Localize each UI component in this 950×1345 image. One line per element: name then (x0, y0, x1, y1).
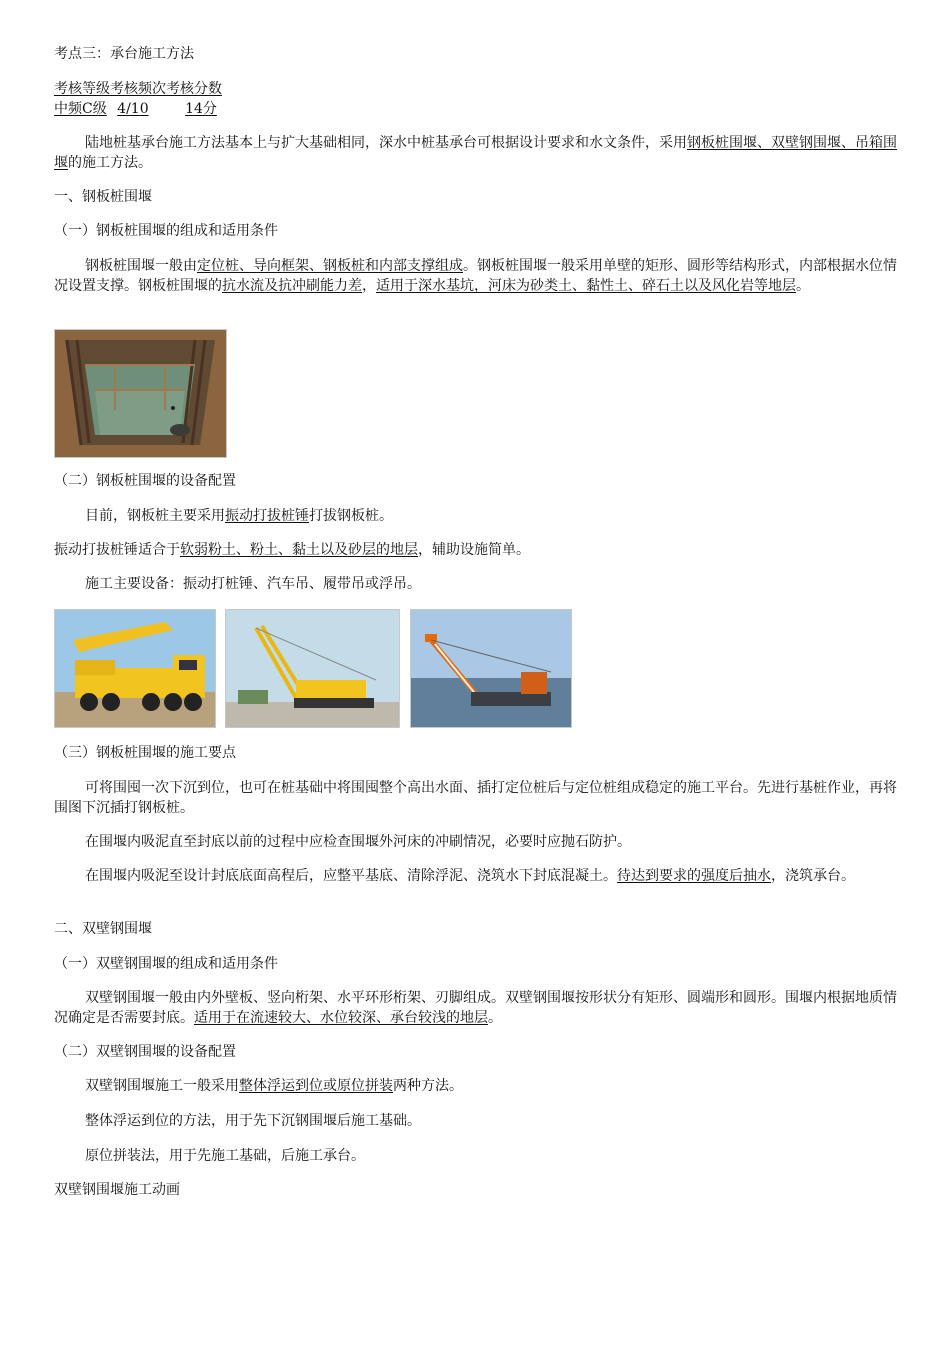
page-title: 考点三：承台施工方法 (54, 46, 194, 62)
section1-sub3-p2: 在围堰内吸泥直至封底以前的过程中应检查围堰外河床的冲刷情况，必要时应抛石防护。 (85, 834, 631, 850)
section1-sub1-paragraph: 钢板桩围堰一般由定位桩、导向框架、钢板桩和内部支撑组成。钢板桩围堰一般采用单壁的矩形、圆形等结构形式，内部根据水位情况设置支撑。钢板桩围堰的抗水流及抗冲刷能力差，适用于深水基坑，河床为砂类土、黏性土、碎石土以及风化岩等地层。 (54, 258, 897, 294)
section2-sub2-heading: （二）双壁钢围堰的设备配置 (54, 1044, 236, 1060)
exam-frequency: 4/10 (117, 101, 149, 117)
section1-sub2-p2: 振动打拔桩锤适合于软弱粉土、粉土、黏土以及砂层的地层，辅助设施简单。 (54, 542, 530, 558)
section1-sub3-p3: 在围堰内吸泥至设计封底底面高程后，应整平基底、清除浮泥、浇筑水下封底混凝土。待达到要求的强度后抽水，浇筑承台。 (85, 868, 855, 884)
section2-sub2-p2: 整体浮运到位的方法，用于先下沉钢围堰后施工基础。 (85, 1113, 421, 1129)
section1-sub3-p1: 可将围囤一次下沉到位，也可在桩基础中将围囤整个高出水面、插打定位桩后与定位桩组成稳定的施工平台。先进行基桩作业，再将围图下沉插打钢板桩。 (54, 780, 897, 816)
sheet-pile-cofferdam-photo (54, 329, 227, 458)
truck-crane-photo (54, 609, 216, 728)
floating-crane-photo (410, 609, 572, 728)
section1-sub3-heading: （三）钢板桩围堰的施工要点 (54, 745, 236, 761)
exam-table-header: 考核等级考核频次考核分数 (54, 81, 222, 97)
section2-sub1-heading: （一）双壁钢围堰的组成和适用条件 (54, 956, 278, 972)
section2-sub1-paragraph: 双壁钢围堰一般由内外壁板、竖向桁架、水平环形桁架、刃脚组成。双壁钢围堰按形状分有矩形、圆端形和圆形。围堰内根据地质情况确定是否需要封底。适用于在流速较大、水位较深、承台较浅的地层。 (54, 990, 897, 1026)
section2-sub2-p3: 原位拼装法，用于先施工基础，后施工承台。 (85, 1148, 365, 1164)
section1-sub2-heading: （二）钢板桩围堰的设备配置 (54, 473, 236, 489)
section1-sub1-heading: （一）钢板桩围堰的组成和适用条件 (54, 223, 278, 239)
section1-sub2-p3: 施工主要设备：振动打桩锤、汽车吊、履带吊或浮吊。 (85, 576, 421, 592)
crawler-crane-photo (225, 609, 400, 728)
animation-label: 双壁钢围堰施工动画 (54, 1182, 180, 1198)
exam-level: 中频C级 (54, 101, 107, 117)
section2-sub2-p1: 双壁钢围堰施工一般采用整体浮运到位或原位拼装两种方法。 (85, 1078, 463, 1094)
section1-sub2-p1: 目前，钢板桩主要采用振动打拔桩锤打拔钢板桩。 (85, 508, 393, 524)
section1-heading: 一、钢板桩围堰 (54, 189, 152, 205)
intro-paragraph: 陆地桩基承台施工方法基本上与扩大基础相同，深水中桩基承台可根据设计要求和水文条件，采用钢板桩围堰、双壁钢围堰、吊箱围堰的施工方法。 (54, 135, 897, 171)
exam-table-row (54, 100, 217, 118)
exam-score: 14分 (185, 101, 217, 117)
section2-heading: 二、双壁钢围堰 (54, 921, 152, 937)
